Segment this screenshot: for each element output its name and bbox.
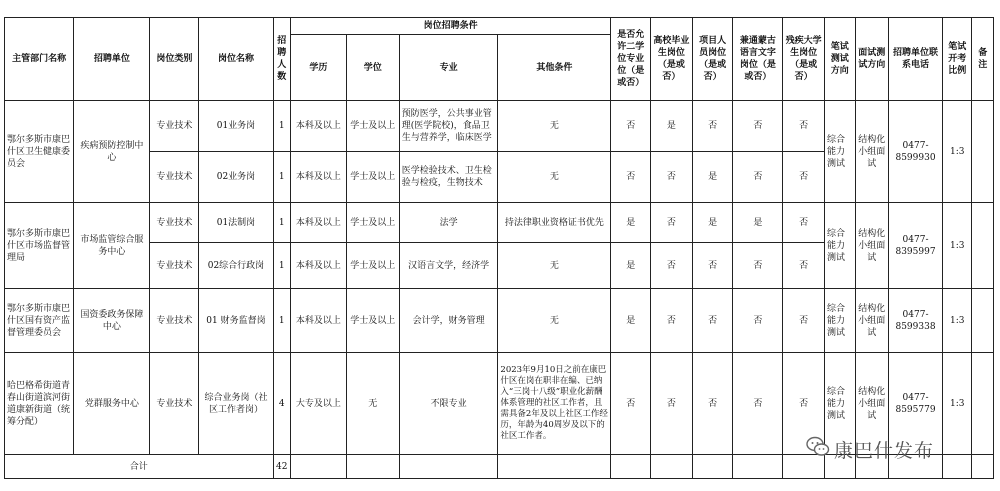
category-cell: 专业技术 [150, 289, 199, 353]
header-dept: 主管部门名称 [5, 18, 74, 101]
header-second-major: 是否允许二学位专业位（是或否） [611, 18, 651, 101]
total-count: 42 [273, 455, 290, 479]
recruitment-table [4, 17, 994, 479]
header-category: 岗位类别 [150, 18, 199, 101]
other-cell: 无 [498, 289, 611, 353]
category-cell: 专业技术 [150, 101, 199, 152]
project-cell: 否 [692, 353, 733, 455]
second-major-cell: 否 [611, 152, 651, 203]
header-count: 招聘人数 [273, 18, 290, 101]
disabled-cell: 否 [783, 353, 825, 455]
header-graduate: 高校毕业生岗位（是或否） [651, 18, 693, 101]
graduate-cell: 否 [651, 243, 693, 289]
header-mongolian: 兼通蒙古语言文字岗位（是或否） [733, 18, 783, 101]
degree-cell: 学士及以上 [346, 203, 399, 243]
education-cell: 本科及以上 [290, 152, 346, 203]
disabled-cell: 否 [783, 243, 825, 289]
header-disabled: 残疾大学生岗位（是或否） [783, 18, 825, 101]
second-major-cell: 否 [611, 353, 651, 455]
disabled-cell: 否 [783, 289, 825, 353]
major-cell: 汉语言文学，经济学 [399, 243, 498, 289]
graduate-cell: 否 [651, 152, 693, 203]
post-cell: 02综合行政岗 [199, 243, 273, 289]
unit-cell: 市场监管综合服务中心 [74, 203, 150, 289]
header-education: 学历 [290, 35, 346, 101]
written-dir-cell: 综合能力测试 [824, 101, 855, 203]
mongolian-cell: 否 [733, 152, 783, 203]
degree-cell: 学士及以上 [346, 101, 399, 152]
disabled-cell: 否 [783, 152, 825, 203]
graduate-cell: 否 [651, 289, 693, 353]
degree-cell: 无 [346, 353, 399, 455]
second-major-cell: 是 [611, 289, 651, 353]
unit-cell: 疾病预防控制中心 [74, 101, 150, 203]
second-major-cell: 是 [611, 203, 651, 243]
header-interview-dir: 面试测试方向 [855, 18, 889, 101]
count-cell: 1 [273, 243, 290, 289]
header-written-dir: 笔试测试方向 [824, 18, 855, 101]
education-cell: 本科及以上 [290, 289, 346, 353]
project-cell: 否 [692, 289, 733, 353]
dept-cell: 鄂尔多斯市康巴什区市场监督管理局 [5, 203, 74, 289]
wechat-icon [806, 436, 830, 463]
header-post: 岗位名称 [199, 18, 273, 101]
education-cell: 本科及以上 [290, 101, 346, 152]
category-cell: 专业技术 [150, 243, 199, 289]
header-project: 项目人员岗位（是或否） [692, 18, 733, 101]
education-cell: 大专及以上 [290, 353, 346, 455]
unit-cell: 党群服务中心 [74, 353, 150, 455]
other-cell: 无 [498, 243, 611, 289]
header-degree: 学位 [346, 35, 399, 101]
header-major: 专业 [399, 35, 498, 101]
mongolian-cell: 否 [733, 289, 783, 353]
table-row [5, 101, 994, 152]
degree-cell: 学士及以上 [346, 243, 399, 289]
watermark-text: 康巴什发布 [834, 440, 935, 462]
written-dir-cell: 综合能力测试 [824, 289, 855, 353]
disabled-cell: 否 [783, 101, 825, 152]
count-cell: 1 [273, 101, 290, 152]
mongolian-cell: 是 [733, 203, 783, 243]
count-cell: 1 [273, 152, 290, 203]
graduate-cell: 否 [651, 203, 693, 243]
ratio-cell: 1:3 [942, 289, 972, 353]
header-other: 其他条件 [498, 35, 611, 101]
phone-cell: 0477-8599338 [889, 289, 943, 353]
ratio-cell: 1:3 [942, 353, 972, 455]
remark-cell [972, 289, 994, 353]
graduate-cell: 否 [651, 353, 693, 455]
major-cell: 预防医学，公共事业管理(医学院校)，食品卫生与营养学，临床医学 [399, 101, 498, 152]
interview-dir-cell: 结构化小组面试 [855, 101, 889, 203]
degree-cell: 学士及以上 [346, 152, 399, 203]
project-cell: 否 [692, 243, 733, 289]
interview-dir-cell: 结构化小组面试 [855, 203, 889, 289]
count-cell: 4 [273, 353, 290, 455]
interview-dir-cell: 结构化小组面试 [855, 353, 889, 455]
total-label: 合计 [5, 455, 274, 479]
post-cell: 01 财务监督岗 [199, 289, 273, 353]
category-cell: 专业技术 [150, 353, 199, 455]
project-cell: 否 [692, 101, 733, 152]
phone-cell: 0477-8595779 [889, 353, 943, 455]
interview-dir-cell: 结构化小组面试 [855, 289, 889, 353]
mongolian-cell: 否 [733, 243, 783, 289]
post-cell: 01法制岗 [199, 203, 273, 243]
dept-cell: 鄂尔多斯市康巴什区卫生健康委员会 [5, 101, 74, 203]
count-cell: 1 [273, 203, 290, 243]
other-cell: 2023年9月10日之前在康巴什区在岗在职非在编、已纳入“三岗十八级”职业化薪酬体系管理的社区工作者，且需具备2年及以上社区工作经历，年龄为40周岁及以下的社区工作者。 [498, 353, 611, 455]
degree-cell: 学士及以上 [346, 289, 399, 353]
ratio-cell: 1:3 [942, 101, 972, 203]
remark-cell [972, 353, 994, 455]
dept-cell: 哈巴格希街道青春山街道滨河街道康新街道（统筹分配） [5, 353, 74, 455]
dept-cell: 鄂尔多斯市康巴什区国有资产监督管理委员会 [5, 289, 74, 353]
major-cell: 法学 [399, 203, 498, 243]
category-cell: 专业技术 [150, 152, 199, 203]
category-cell: 专业技术 [150, 203, 199, 243]
header-conditions: 岗位招聘条件 [290, 18, 611, 35]
header-phone: 招聘单位联系电话 [889, 18, 943, 101]
education-cell: 本科及以上 [290, 203, 346, 243]
table-row [5, 289, 994, 353]
header-ratio: 笔试开考比例 [942, 18, 972, 101]
header-unit: 招聘单位 [74, 18, 150, 101]
phone-cell: 0477-8599930 [889, 101, 943, 203]
count-cell: 1 [273, 289, 290, 353]
project-cell: 是 [692, 203, 733, 243]
unit-cell: 国资委政务保障中心 [74, 289, 150, 353]
other-cell: 无 [498, 101, 611, 152]
mongolian-cell: 否 [733, 101, 783, 152]
mongolian-cell: 否 [733, 353, 783, 455]
table-row [5, 203, 994, 243]
header-remark: 备注 [972, 18, 994, 101]
watermark [806, 436, 934, 463]
remark-cell [972, 203, 994, 289]
major-cell: 医学检验技术、卫生检验与检疫，生物技术 [399, 152, 498, 203]
project-cell: 是 [692, 152, 733, 203]
other-cell: 无 [498, 152, 611, 203]
second-major-cell: 是 [611, 243, 651, 289]
education-cell: 本科及以上 [290, 243, 346, 289]
major-cell: 不限专业 [399, 353, 498, 455]
post-cell: 02业务岗 [199, 152, 273, 203]
ratio-cell: 1:3 [942, 203, 972, 289]
post-cell: 01业务岗 [199, 101, 273, 152]
second-major-cell: 否 [611, 101, 651, 152]
major-cell: 会计学，财务管理 [399, 289, 498, 353]
graduate-cell: 是 [651, 101, 693, 152]
written-dir-cell: 综合能力测试 [824, 203, 855, 289]
other-cell: 持法律职业资格证书优先 [498, 203, 611, 243]
remark-cell [972, 101, 994, 203]
post-cell: 综合业务岗（社区工作者岗） [199, 353, 273, 455]
written-dir-cell: 综合能力测试 [824, 353, 855, 455]
disabled-cell: 否 [783, 203, 825, 243]
phone-cell: 0477-8395997 [889, 203, 943, 289]
